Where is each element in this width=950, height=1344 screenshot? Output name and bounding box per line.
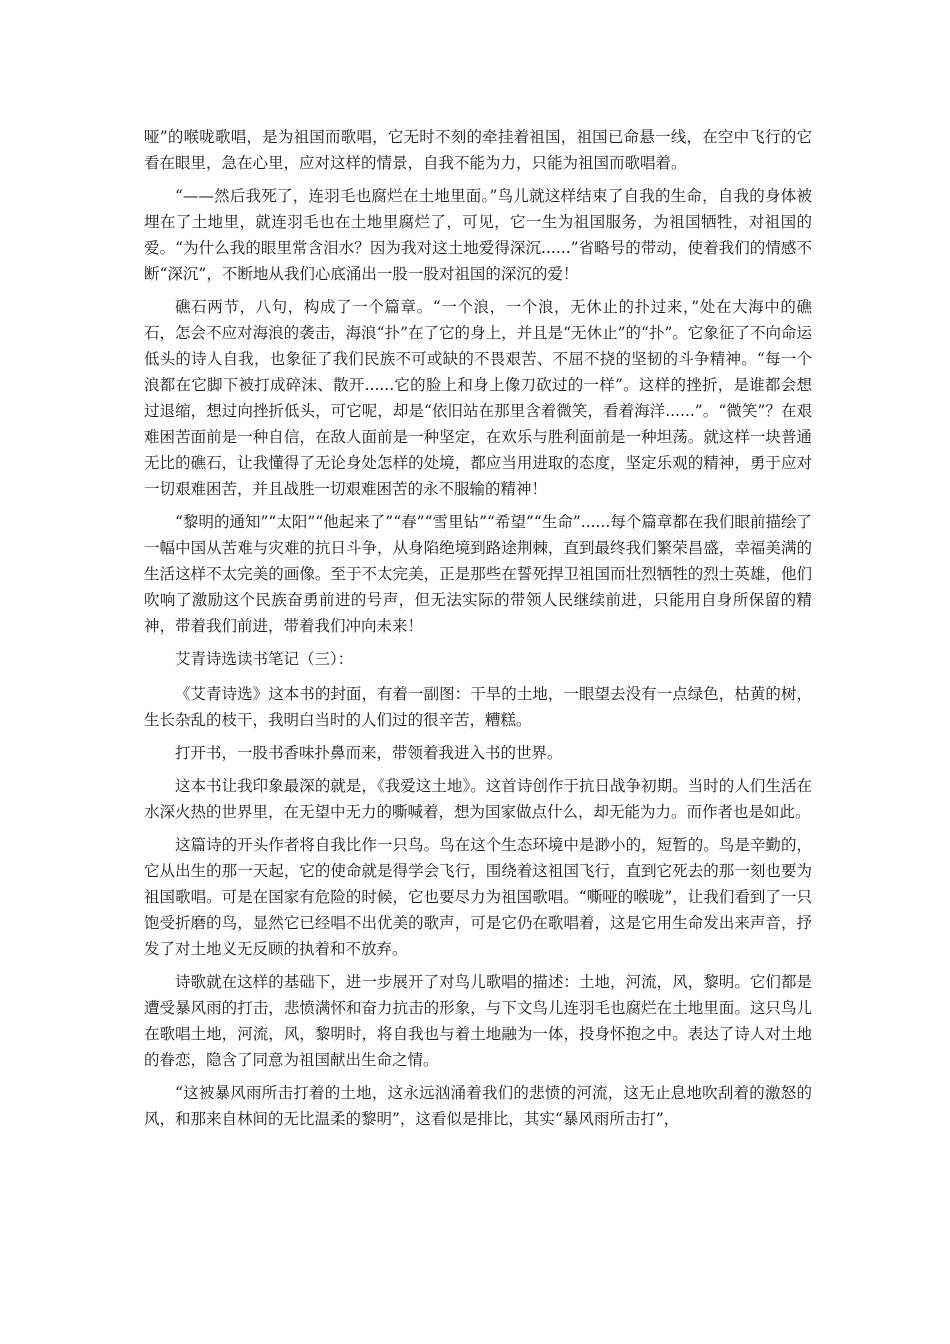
paragraph-parallelism: “这被暴风雨所击打着的土地，这永远汹涌着我们的悲愤的河流，这无止息地吹刮着的激怒的风，和那来自林间的无比温柔的黎明”，这看似是排比，其实“暴风雨所击打”， [144,1084,812,1128]
paragraph-bird-metaphor: 这篇诗的开头作者将自我比作一只鸟。鸟在这个生态环境中是渺小的，短暂的。鸟是辛勤的，它从出生的那一天起，它的使命就是得学会飞行，围绕着这祖国飞行，直到它死去的那一刻也要为祖国歌唱。可是在国家有危险的时候，它也要尽力为祖国歌唱。“嘶哑的喉咙”，让我们看到了一只饱受折磨的鸟，显然它已经唱不出优美的歌声，可是它仍在歌唱着，这是它用生命发出来声音，抒发了对土地义无反顾的执着和不放弃。 [144,836,812,958]
paragraph-open-book: 打开书，一股书香味扑鼻而来，带领着我进入书的世界。 [175,744,563,762]
paragraph-singing-description: 诗歌就在这样的基础下，进一步展开了对鸟儿歌唱的描述：土地，河流，风，黎明。它们都是遭受暴风雨的打击，悲愤满怀和奋力抗击的形象，与下文鸟儿连羽毛也腐烂在土地里面。这只鸟儿在歌唱土地，河流，风，黎明时，将自我也与着土地融为一体，投身怀抱之中。表达了诗人对土地的眷恋，隐含了同意为祖国献出生命之情。 [144,973,812,1069]
section-heading: 艾青诗选读书笔记（三）： [175,650,354,668]
paragraph-continuation: 哑”的喉咙歌唱，是为祖国而歌唱，它无时不刻的牵挂着祖国，祖国已命悬一线，在空中飞行的它看在眼里，急在心里，应对这样的情景，自我不能为力，只能为祖国而歌唱着。 [144,128,812,172]
paragraph-impression: 这本书让我印象最深的就是，《我爱这土地》。这首诗创作于抗日战争初期。当时的人们生活在水深火热的世界里，在无望中无力的嘶喊着，想为国家做点什么，却无能为力。而作者也是如此。 [144,777,812,821]
document-page [144,124,812,1139]
paragraph-chapters: “黎明的通知”“太阳”“他起来了”“春”“雪里钻”“希望”“生命”......每个篇章都在我们眼前描绘了一幅中国从苦难与灾难的抗日斗争，从身陷绝境到路途荆棘，直到最终我们繁荣昌盛，幸福美满的生活这样不太完美的画像。至于不太完美，正是那些在誓死捍卫祖国而壮烈牺牲的烈士英雄，他们吹响了激励这个民族奋勇前进的号声，但无法实际的带领人民继续前进，只能用自身所保留的精神，带着我们前进，带着我们冲向未来！ [144,513,812,635]
paragraph-cover: 《艾青诗选》这本书的封面，有着一副图：干旱的土地，一眼望去没有一点绿色，枯黄的树，生长杂乱的枝干，我明白当时的人们过的很辛苦，糟糕。 [144,685,812,729]
paragraph-reef: 礁石两节，八句，构成了一个篇章。“一个浪，一个浪，无休止的扑过来，”处在大海中的礁石，怎会不应对海浪的袭击，海浪“扑”在了它的身上，并且是“无休止”的“扑”。它象征了不向命运低头的诗人自我，也象征了我们民族不可或缺的不畏艰苦、不屈不挠的坚韧的斗争精神。“每一个浪都在它脚下被打成碎沫、散开......它的脸上和身上像刀砍过的一样”。这样的挫折，是谁都会想过退缩，想过向挫折低头，可它呢，却是“依旧站在那里含着微笑，看着海洋......”。“微笑”？在艰难困苦面前是一种自信，在敌人面前是一种坚定，在欢乐与胜利面前是一种坦荡。就这样一块普通无比的礁石，让我懂得了无论身处怎样的处境，都应当用进取的态度，坚定乐观的精神，勇于应对一切艰难困苦，并且战胜一切艰难困苦的永不服输的精神！ [144,298,812,498]
paragraph-death-of-bird: “——然后我死了，连羽毛也腐烂在土地里面。”鸟儿就这样结束了自我的生命，自我的身体被埋在了土地里，就连羽毛也在土地里腐烂了，可见，它一生为祖国服务，为祖国牺牲，对祖国的爱。“为什么我的眼里常含泪水？因为我对这土地爱得深沉......”省略号的带动，使着我们的情感不断“深沉”，不断地从我们心底涌出一股一股对祖国的深沉的爱！ [144,187,812,283]
